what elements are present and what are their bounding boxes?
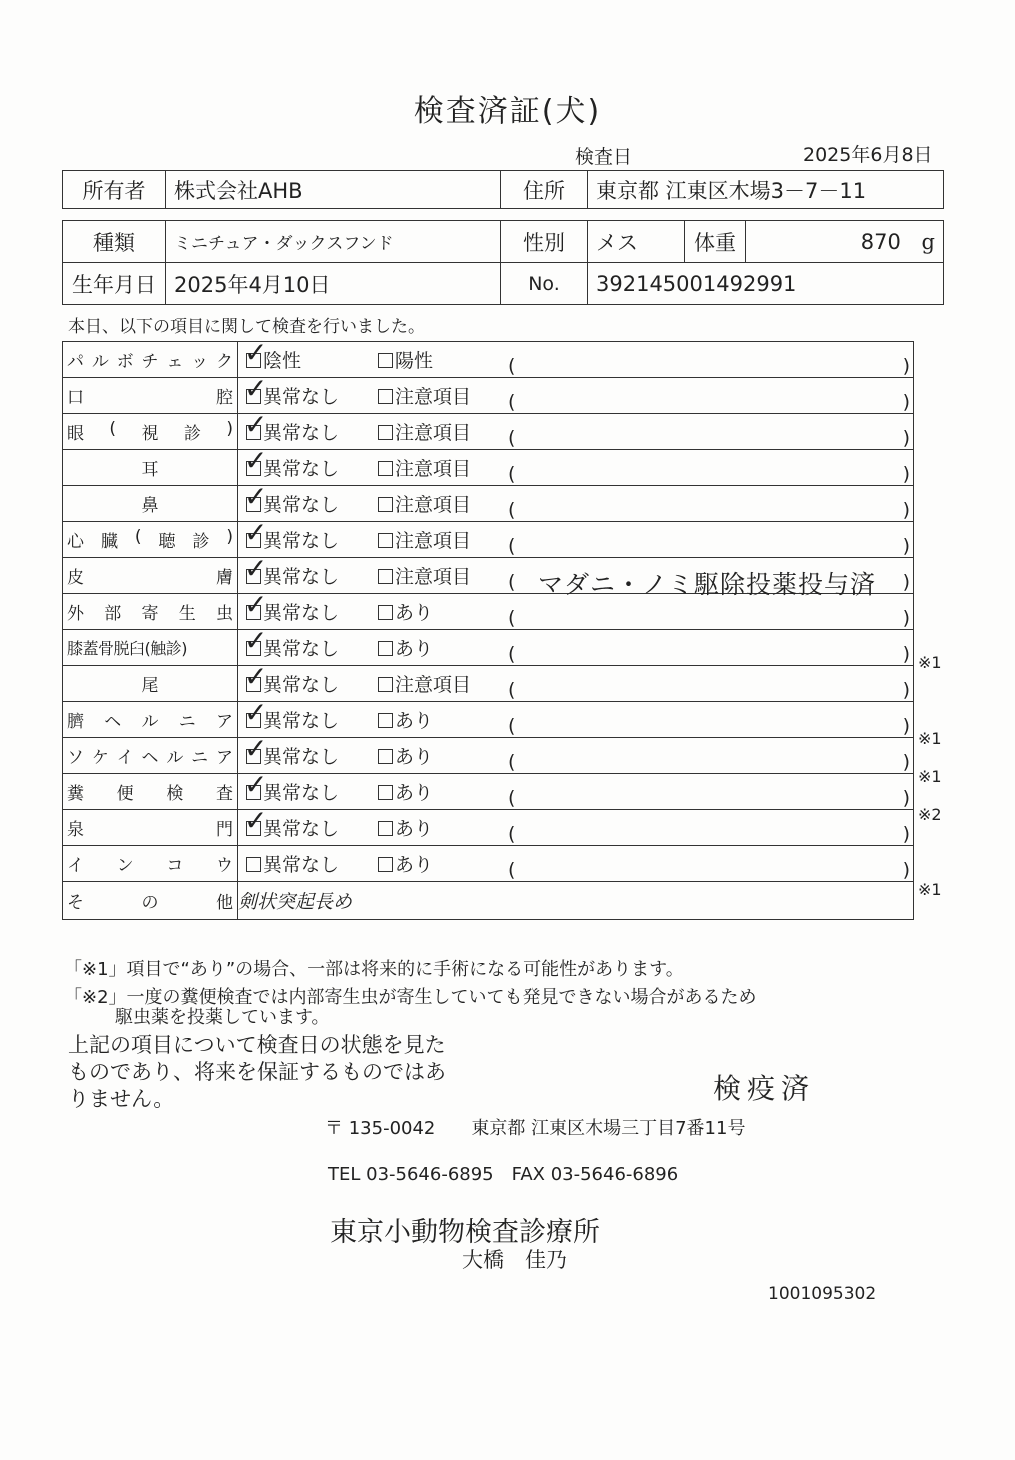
- abnormal-option-label: あり: [395, 782, 434, 804]
- inspection-item-label: [63, 486, 238, 522]
- inspection-row: [63, 666, 914, 702]
- normal-option[interactable]: [238, 660, 378, 697]
- normal-option[interactable]: [238, 588, 378, 625]
- inspection-result: [238, 768, 914, 810]
- normal-option-label: 異常なし: [263, 422, 340, 444]
- normal-option[interactable]: [238, 696, 378, 733]
- document-title: 検査済証(犬): [413, 94, 602, 129]
- checkmark-icon: ✓: [244, 696, 268, 729]
- inspection-row: [63, 846, 914, 882]
- inspection-item-label: [63, 738, 238, 774]
- inspection-result: [238, 804, 914, 846]
- checkmark-icon: ✓: [244, 624, 268, 657]
- checkbox-icon[interactable]: [378, 353, 393, 368]
- checkbox-icon[interactable]: [378, 605, 393, 620]
- owner-table: [62, 170, 944, 209]
- inspection-result: [238, 516, 914, 558]
- normal-option-label: 異常なし: [263, 386, 340, 408]
- inspection-item-text: 外 部 寄 生 虫: [67, 604, 233, 624]
- abnormal-option[interactable]: [378, 562, 508, 589]
- abnormal-option[interactable]: [378, 346, 508, 373]
- paren-close: ): [902, 859, 910, 881]
- number-label: No.: [501, 263, 588, 305]
- number-value: 392145001492991: [588, 263, 944, 305]
- abnormal-option[interactable]: [378, 526, 508, 553]
- paren-close: ): [902, 643, 910, 665]
- inspection-item-text: 膝蓋骨脱臼(触診): [67, 639, 187, 658]
- footnote-mark: ※1: [918, 729, 942, 748]
- abnormal-option[interactable]: [378, 454, 508, 481]
- abnormal-option-label: あり: [395, 818, 434, 840]
- normal-option-label: 異常なし: [263, 674, 340, 696]
- inspection-table: [62, 336, 914, 920]
- inspection-item-label: [63, 810, 238, 846]
- inspection-item-label: [63, 342, 238, 378]
- normal-option-label: 異常なし: [263, 458, 340, 480]
- normal-option[interactable]: [238, 516, 378, 553]
- abnormal-option-label: 陽性: [395, 350, 434, 372]
- checkbox-icon[interactable]: [378, 857, 393, 872]
- inspection-item-label: [63, 522, 238, 558]
- normal-option-label: 異常なし: [263, 782, 340, 804]
- checkbox-icon[interactable]: [378, 389, 393, 404]
- footnote-mark: ※2: [918, 804, 942, 824]
- inspection-result: [238, 480, 914, 522]
- paren-close: ): [902, 823, 910, 845]
- paren-open: (: [508, 679, 516, 701]
- owner-label: 所有者: [63, 171, 166, 209]
- abnormal-option-label: あり: [395, 602, 434, 624]
- checkmark-icon: ✓: [244, 804, 268, 837]
- abnormal-option[interactable]: [378, 778, 508, 805]
- checkmark-icon: ✓: [244, 552, 268, 585]
- breed-label: 種類: [63, 221, 166, 263]
- abnormal-option[interactable]: [378, 814, 508, 841]
- checkbox-icon[interactable]: [378, 785, 393, 800]
- paren-open: (: [508, 499, 516, 521]
- pet-info-table: [62, 220, 944, 305]
- checkmark-icon: ✓: [244, 408, 268, 441]
- clinic-name: 東京小動物検査診療所: [330, 1217, 600, 1248]
- inspection-item-label: [63, 666, 238, 702]
- abnormal-option[interactable]: [378, 850, 508, 877]
- paren-close: ): [902, 679, 910, 701]
- footnote-mark: ※1: [918, 880, 942, 900]
- other-row: [63, 882, 914, 920]
- abnormal-option-label: 注意項目: [395, 386, 472, 408]
- inspection-item-label: [63, 630, 238, 666]
- clinic-phone-fax: TEL 03-5646-6895 FAX 03-5646-6896: [328, 1164, 679, 1185]
- paren-open: (: [508, 463, 516, 485]
- footnote-mark: ※1: [918, 653, 942, 673]
- paren-open: (: [508, 787, 516, 809]
- abnormal-option-label: 注意項目: [395, 674, 472, 696]
- abnormal-option[interactable]: [378, 382, 508, 409]
- weight-unit: g: [921, 229, 935, 254]
- footnote-2-line2: 駆虫薬を投薬しています。: [115, 1007, 330, 1028]
- footnote-2-line1: 「※2」一度の糞便検査では内部寄生虫が寄生していても発見できない場合があるため: [64, 987, 757, 1008]
- normal-option-label: 異常なし: [263, 854, 340, 876]
- sex-value: メス: [588, 221, 685, 263]
- paren-close: ): [902, 427, 910, 449]
- paren-open: (: [508, 571, 516, 593]
- paren-close: ): [902, 751, 910, 773]
- inspection-item-label: [63, 414, 238, 450]
- weight-cell: [746, 221, 944, 263]
- paren-close: ): [902, 535, 910, 557]
- abnormal-option-label: 注意項目: [395, 458, 472, 480]
- abnormal-option[interactable]: [378, 706, 508, 733]
- clinic-address: 〒 135-0042 東京都 江東区木場三丁目7番11号: [325, 1118, 746, 1139]
- remarks-text: マダニ・ノミ駆除投薬投与済: [538, 570, 877, 599]
- checkbox-icon[interactable]: [378, 641, 393, 656]
- normal-option[interactable]: [238, 552, 378, 589]
- normal-option-label: 異常なし: [263, 818, 340, 840]
- inspection-result: [238, 660, 914, 702]
- inspection-row: [63, 810, 914, 846]
- inspection-row: [63, 414, 914, 450]
- paren-close: ): [902, 571, 910, 593]
- inspection-item-text: 皮 膚: [67, 568, 233, 588]
- inspection-item-text: 鼻: [141, 496, 159, 516]
- checkbox-icon[interactable]: [378, 713, 393, 728]
- inspection-result: [238, 696, 914, 738]
- checkbox-icon[interactable]: [378, 497, 393, 512]
- intro-text: 本日、以下の項目に関して検査を行いました。: [68, 317, 425, 337]
- paren-open: (: [508, 535, 516, 557]
- checkmark-icon: ✓: [244, 336, 268, 369]
- inspection-item-label: [63, 774, 238, 810]
- paren-open: (: [508, 859, 516, 881]
- inspection-result: [238, 444, 914, 486]
- checkmark-icon: ✓: [244, 372, 268, 405]
- sex-label: 性別: [501, 221, 588, 263]
- checkbox-icon[interactable]: [378, 461, 393, 476]
- normal-option[interactable]: [238, 804, 378, 841]
- paren-close: ): [902, 463, 910, 485]
- normal-option[interactable]: [238, 480, 378, 517]
- abnormal-option[interactable]: [378, 670, 508, 697]
- abnormal-option-label: 注意項目: [395, 422, 472, 444]
- inspection-result: [238, 732, 914, 774]
- normal-option[interactable]: [238, 444, 378, 481]
- abnormal-option-label: 注意項目: [395, 530, 472, 552]
- checkmark-icon: ✓: [244, 660, 268, 693]
- checkbox-icon[interactable]: [378, 425, 393, 440]
- inspection-item-text: 耳: [141, 460, 159, 480]
- inspection-row: [63, 558, 914, 594]
- inspection-row: [63, 738, 914, 774]
- inspection-item-label: [63, 846, 238, 882]
- inspection-row: [63, 522, 914, 558]
- inspection-row: [63, 342, 914, 378]
- address-value: 東京都 江東区木場3－7－11: [588, 171, 944, 209]
- quarantine-seal: 検疫済: [713, 1072, 816, 1105]
- inspection-item-text: 糞 便 検 査: [67, 784, 233, 804]
- inspection-item-text: 眼 ( 視 診 ): [67, 419, 233, 444]
- breed-value: ミニチュア・ダックスフンド: [166, 221, 501, 263]
- paren-open: (: [508, 355, 516, 377]
- inspection-item-text: 臍 ヘ ル ニ ア: [67, 712, 233, 732]
- other-label: [63, 882, 238, 920]
- paren-open: (: [508, 643, 516, 665]
- normal-option[interactable]: [238, 408, 378, 445]
- inspection-row: [63, 486, 914, 522]
- inspection-result: [238, 846, 914, 882]
- inspection-item-text: 泉 門: [67, 820, 233, 840]
- paren-close: ): [902, 355, 910, 377]
- paren-close: ): [902, 499, 910, 521]
- checkmark-icon: ✓: [244, 768, 268, 801]
- abnormal-option-label: あり: [395, 746, 434, 768]
- normal-option-label: 異常なし: [263, 566, 340, 588]
- birthdate-value: 2025年4月10日: [166, 263, 501, 305]
- normal-option-label: 異常なし: [263, 638, 340, 660]
- checkmark-icon: ✓: [244, 444, 268, 477]
- paren-close: ): [902, 787, 910, 809]
- normal-option[interactable]: [238, 850, 378, 877]
- normal-option[interactable]: [238, 336, 378, 373]
- inspection-row: [63, 630, 914, 666]
- paren-open: (: [508, 751, 516, 773]
- paren-close: ): [902, 715, 910, 737]
- owner-value: 株式会社AHB: [166, 171, 501, 209]
- inspection-result: [238, 552, 914, 599]
- paren-open: (: [508, 715, 516, 737]
- abnormal-option[interactable]: [378, 418, 508, 445]
- weight-label: 体重: [685, 221, 746, 263]
- checkbox-icon[interactable]: [378, 677, 393, 692]
- inspection-row: [63, 450, 914, 486]
- normal-option-label: 陰性: [263, 350, 302, 372]
- inspection-item-text: 口 腔: [67, 388, 233, 408]
- normal-option-label: 異常なし: [263, 710, 340, 732]
- checkmark-icon: ✓: [244, 480, 268, 513]
- paren-close: ): [902, 607, 910, 629]
- inspector-name: 大橋 佳乃: [462, 1248, 567, 1272]
- abnormal-option[interactable]: [378, 634, 508, 661]
- weight-value: 870: [860, 229, 901, 254]
- normal-option-label: 異常なし: [263, 530, 340, 552]
- disclaimer-statement: 上記の項目について検査日の状態を見たものであり、将来を保証するものではありません。: [68, 1033, 446, 1111]
- abnormal-option-label: あり: [395, 854, 434, 876]
- inspection-item-label: [63, 378, 238, 414]
- normal-option[interactable]: [238, 372, 378, 409]
- exam-date-value: 2025年6月8日: [803, 144, 933, 166]
- abnormal-option-label: あり: [395, 638, 434, 660]
- checkbox-icon[interactable]: [246, 857, 261, 872]
- normal-option-label: 異常なし: [263, 602, 340, 624]
- abnormal-option[interactable]: [378, 742, 508, 769]
- inspection-result: [238, 336, 914, 378]
- address-label: 住所: [501, 171, 588, 209]
- checkbox-icon[interactable]: [378, 533, 393, 548]
- exam-date-label: 検査日: [575, 146, 633, 168]
- inspection-item-label: [63, 558, 238, 594]
- inspection-item-label: [63, 450, 238, 486]
- checkmark-icon: ✓: [244, 588, 268, 621]
- inspection-result: [238, 372, 914, 414]
- inspection-item-label: [63, 594, 238, 630]
- checkbox-icon[interactable]: [378, 569, 393, 584]
- document-id: 1001095302: [768, 1284, 877, 1304]
- inspection-result: [238, 624, 914, 666]
- paren-open: (: [508, 823, 516, 845]
- abnormal-option-label: 注意項目: [395, 566, 472, 588]
- inspection-row: [63, 774, 914, 810]
- inspection-item-label: [63, 702, 238, 738]
- normal-option[interactable]: [238, 768, 378, 805]
- inspection-result: [238, 408, 914, 450]
- inspection-item-text: イ ン コ ウ: [67, 856, 233, 876]
- inspection-item-text: 心 臓 ( 聴 診 ): [67, 527, 233, 552]
- inspection-row: [63, 702, 914, 738]
- abnormal-option-label: 注意項目: [395, 494, 472, 516]
- checkbox-icon[interactable]: [378, 749, 393, 764]
- other-note: 剣状突起長め: [238, 882, 914, 920]
- footnote-mark: ※1: [918, 766, 942, 786]
- abnormal-option[interactable]: [378, 598, 508, 625]
- checkbox-icon[interactable]: [378, 821, 393, 836]
- paren-open: (: [508, 391, 516, 413]
- abnormal-option-label: あり: [395, 710, 434, 732]
- normal-option[interactable]: [238, 624, 378, 661]
- normal-option-label: 異常なし: [263, 746, 340, 768]
- normal-option[interactable]: [238, 732, 378, 769]
- paren-open: (: [508, 427, 516, 449]
- abnormal-option[interactable]: [378, 490, 508, 517]
- inspection-item-text: ソ ケ イ ヘ ル ニ ア: [67, 748, 233, 768]
- checkmark-icon: ✓: [244, 732, 268, 765]
- birthdate-label: 生年月日: [63, 263, 166, 305]
- inspection-item-text: パ ル ボ チ ェ ッ ク: [67, 352, 233, 372]
- paren-open: (: [508, 607, 516, 629]
- footnote-1: 「※1」項目で“あり”の場合、一部は将来的に手術になる可能性があります。: [64, 959, 684, 980]
- other-label-text: そ の 他: [67, 893, 233, 913]
- inspection-row: [63, 378, 914, 414]
- paren-close: ): [902, 391, 910, 413]
- inspection-item-text: 尾: [141, 676, 159, 696]
- checkmark-icon: ✓: [244, 516, 268, 549]
- normal-option-label: 異常なし: [263, 494, 340, 516]
